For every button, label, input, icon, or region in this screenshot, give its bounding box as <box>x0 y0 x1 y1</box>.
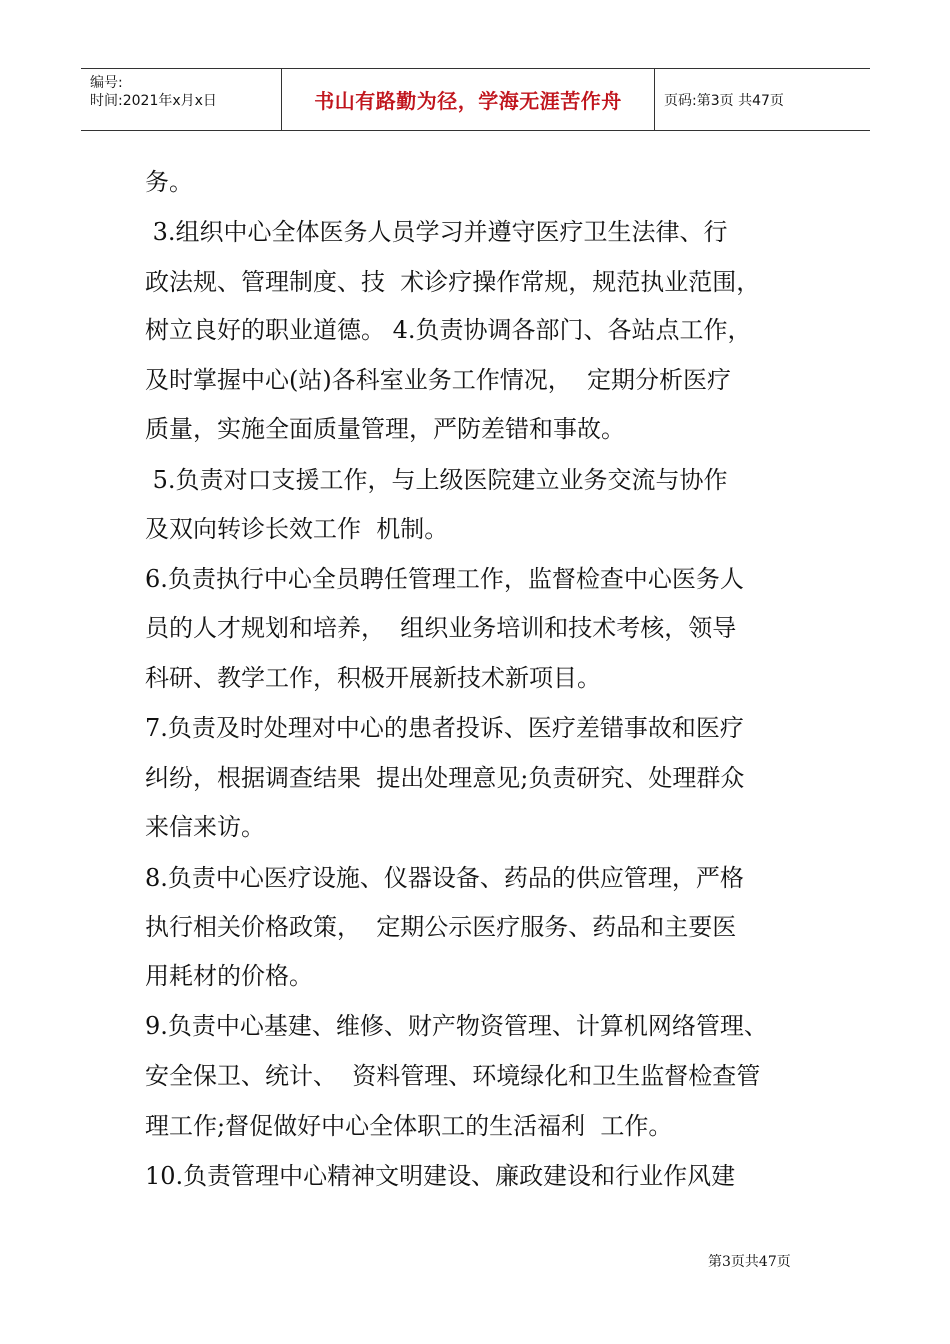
body-line: 9.负责中心基建、维修、财产物资管理、计算机网络管理、 <box>145 1012 768 1040</box>
body-line: 7.负责及时处理对中心的患者投诉、医疗差错事故和医疗 <box>145 714 744 742</box>
body-line: 政法规、管理制度、技 术诊疗操作常规，规范执业范围， <box>145 268 761 296</box>
body-line: 员的人才规划和培养， 组织业务培训和技术考核，领导 <box>145 614 737 642</box>
doc-code-label: 编号: <box>90 75 123 91</box>
body-line: 及双向转诊长效工作 机制。 <box>145 515 449 543</box>
body-line: 6.负责执行中心全员聘任管理工作，监督检查中心医务人 <box>145 565 744 593</box>
body-line: 用耗材的价格。 <box>145 962 313 990</box>
body-line: 安全保卫、统计、 资料管理、环境绿化和卫生监督检查管 <box>145 1062 761 1090</box>
body-line: 执行相关价格政策， 定期公示医疗服务、药品和主要医 <box>145 913 737 941</box>
doc-time-label: 时间:2021年x月x日 <box>90 93 217 109</box>
document-header <box>81 68 870 131</box>
header-meta-cell <box>81 69 282 130</box>
body-line: 纠纷，根据调查结果 提出处理意见;负责研究、处理群众 <box>145 764 745 792</box>
body-line: 树立良好的职业道德。 4.负责协调各部门、各站点工作， <box>145 316 752 344</box>
body-line: 3.组织中心全体医务人员学习并遵守医疗卫生法律、行 <box>145 218 728 246</box>
header-motto-cell <box>282 69 655 130</box>
body-line: 及时掌握中心(站)各科室业务工作情况， 定期分析医疗 <box>145 366 731 394</box>
body-line: 务。 <box>145 168 193 196</box>
body-line: 质量，实施全面质量管理，严防差错和事故。 <box>145 415 625 443</box>
body-line: 8.负责中心医疗设施、仪器设备、药品的供应管理，严格 <box>145 864 744 892</box>
body-line: 理工作;督促做好中心全体职工的生活福利 工作。 <box>145 1112 673 1140</box>
header-page-info: 页码:第3页 共47页 <box>664 92 784 109</box>
header-motto: 书山有路勤为径，学海无涯苦作舟 <box>314 89 622 113</box>
body-line: 10.负责管理中心精神文明建设、廉政建设和行业作风建 <box>145 1162 736 1190</box>
body-line: 科研、教学工作，积极开展新技术新项目。 <box>145 664 601 692</box>
header-page-cell <box>655 69 870 130</box>
body-line: 5.负责对口支援工作，与上级医院建立业务交流与协作 <box>145 466 728 494</box>
page-footer: 第3页共47页 <box>708 1254 791 1270</box>
body-line: 来信来访。 <box>145 813 265 841</box>
